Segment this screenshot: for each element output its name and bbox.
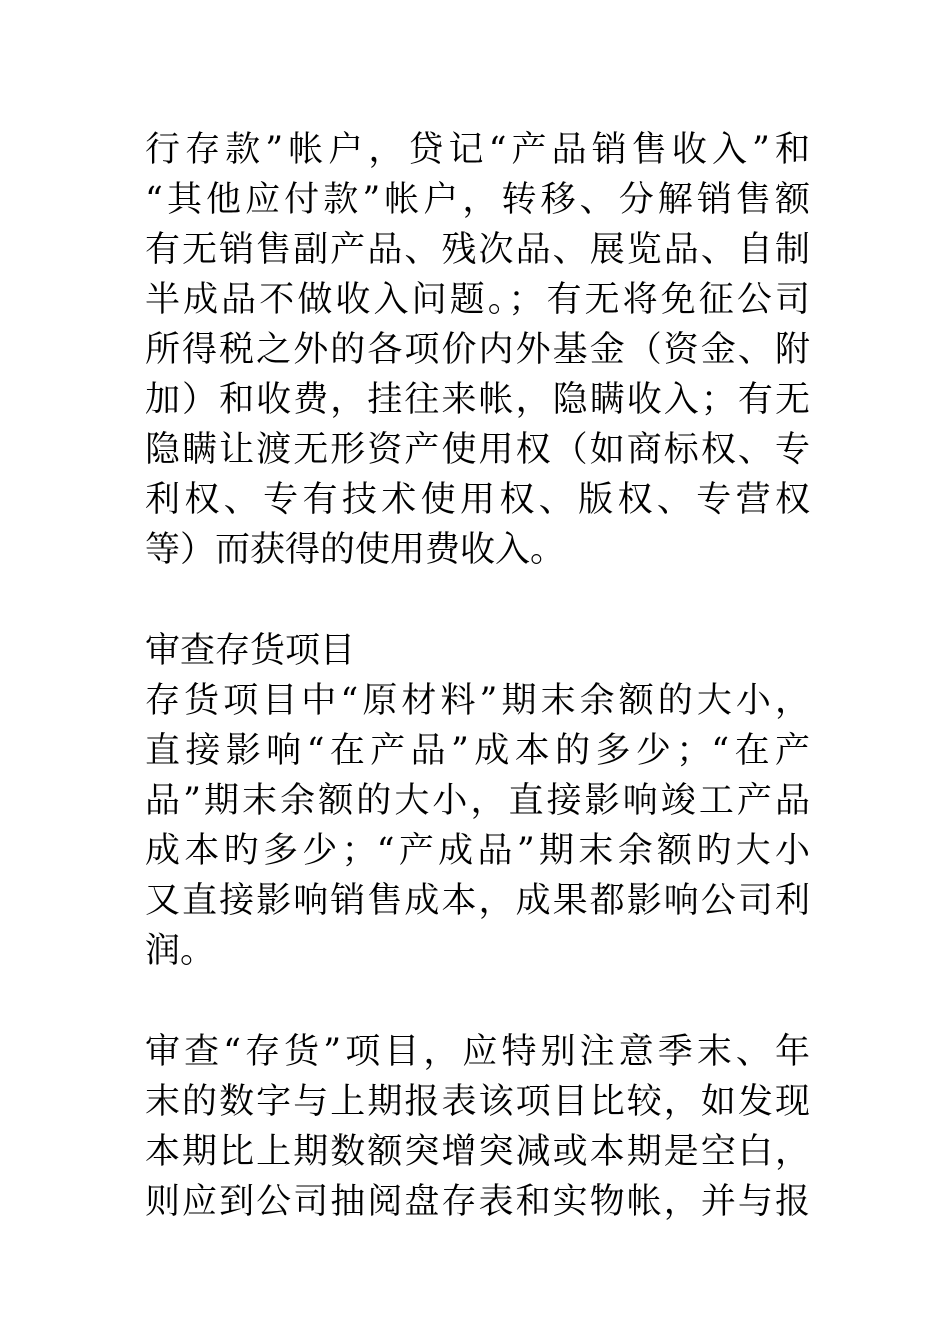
text-line: 半成品不做收入问题。；有无将免征公司 [145,280,810,320]
text-line: 成本旳多少；“产成品”期末余额旳大小 [145,831,810,871]
text-line: 直接影响“在产品”成本的多少；“在产 [145,731,810,771]
section-heading [145,626,810,676]
paragraph-revenue-concealment [145,125,810,575]
text-line: 所得税之外的各项价内外基金（资金、附 [145,330,810,370]
text-line: 润。 [145,931,216,971]
text-line: “其他应付款”帐户，转移、分解销售额 [145,180,810,220]
text-line: 又直接影响销售成本，成果都影响公司利 [145,881,810,921]
text-line: 存货项目中“原材料”期末余额的大小， [145,681,810,721]
heading-text: 审查存货项目 [145,631,356,671]
text-line: 末的数字与上期报表该项目比较，如发现 [145,1082,810,1122]
paragraph-inventory-review [145,1027,810,1227]
text-line: 则应到公司抽阅盘存表和实物帐，并与报 [145,1182,810,1222]
text-line: 行存款”帐户，贷记“产品销售收入”和 [145,130,810,170]
text-line: 隐瞒让渡无形资产使用权（如商标权、专 [145,430,810,470]
text-line: 品”期末余额的大小，直接影响竣工产品 [145,781,810,821]
text-line: 利权、专有技术使用权、版权、专营权 [145,480,810,520]
text-line: 等）而获得的使用费收入。 [145,530,566,570]
paragraph-inventory-impact [145,676,810,976]
text-line: 本期比上期数额突增突减或本期是空白， [145,1132,810,1172]
text-line: 审查“存货”项目，应特别注意季末、年 [145,1032,810,1072]
text-line: 有无销售副产品、残次品、展览品、自制 [145,230,810,270]
text-line: 加）和收费，挂往来帐，隐瞒收入；有无 [145,380,810,420]
